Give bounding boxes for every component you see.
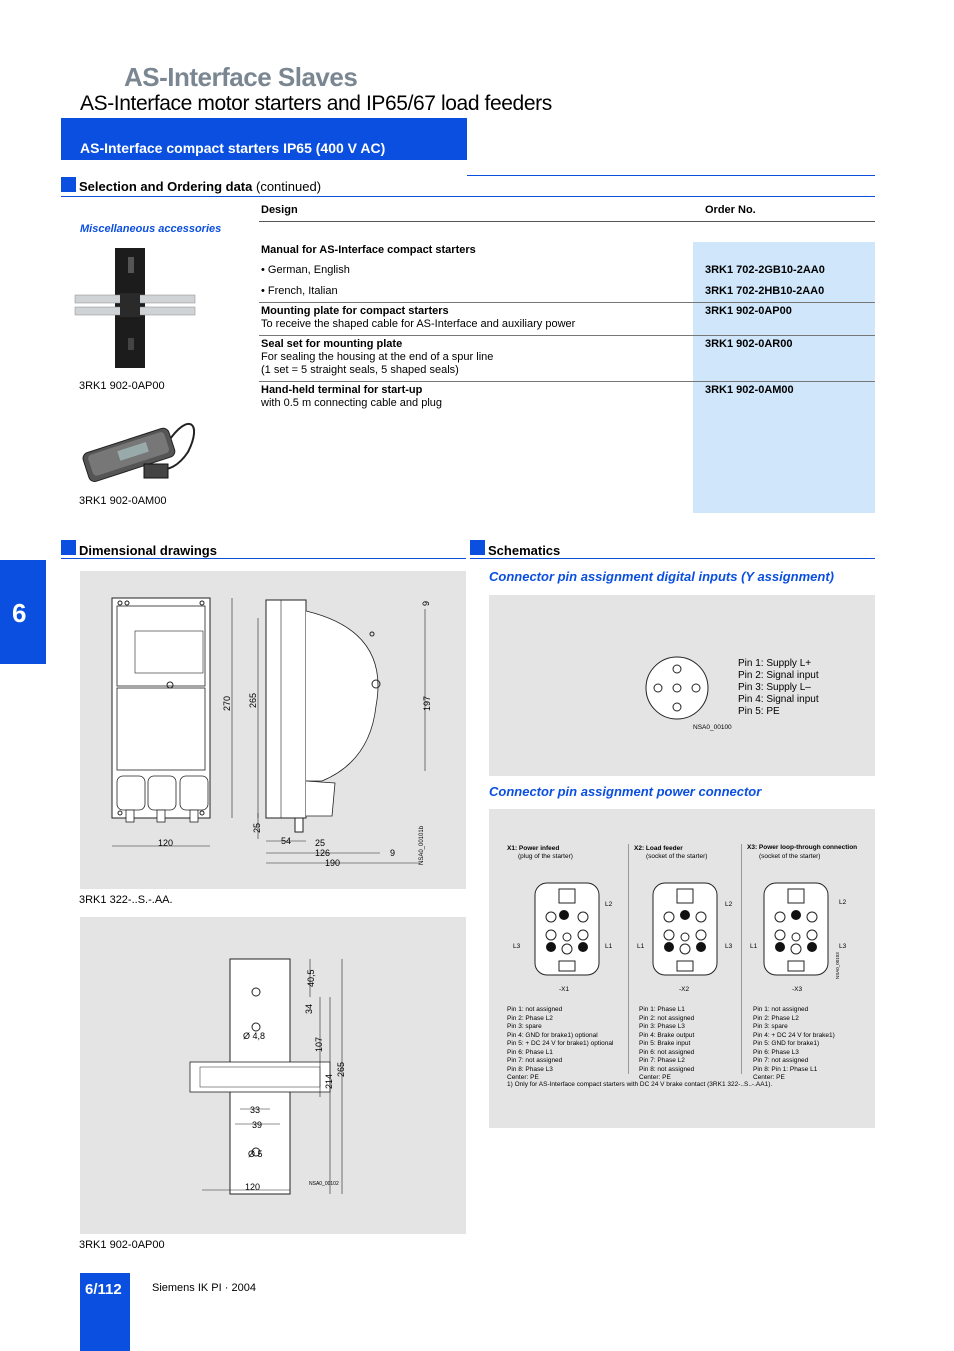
chapter-number: 6 [12, 598, 27, 628]
phase-label: L3 [725, 943, 733, 950]
dim-label: 265 [248, 692, 258, 708]
pin-item: Pin 1: not assigned [753, 1006, 809, 1013]
connector-head: X1: Power infeed [507, 845, 560, 852]
dimensional-panel-1 [80, 571, 466, 889]
dim-label: 270 [222, 695, 232, 711]
image-caption: 3RK1 902-0AP00 [79, 380, 165, 392]
order-number[interactable]: 3RK1 902-0AM00 [705, 384, 794, 396]
page-title: AS-Interface Slaves [124, 62, 358, 92]
selection-title-suffix: (continued) [256, 179, 322, 194]
banner-text: AS-Interface compact starters IP65 (400 V AC) [80, 140, 386, 156]
schematic-subtitle: Connector pin assignment digital inputs (Y assignment) [489, 569, 835, 584]
header-rule [259, 221, 875, 222]
handheld-terminal-image [78, 412, 203, 487]
pin-item: Pin 8: Pin 1: Phase L1 [753, 1065, 818, 1073]
section-marker [61, 177, 76, 192]
row-title: • German, English [261, 264, 350, 276]
phase-label: L2 [839, 899, 847, 906]
dim-label: 9 [421, 600, 431, 606]
dim-label: 120 [245, 1182, 261, 1192]
section-title-dimensional: Dimensional drawings [79, 543, 217, 558]
connector-head: X2: Load feeder [634, 845, 683, 852]
dim-label: 33 [250, 1105, 261, 1115]
banner-rule [467, 175, 875, 176]
page-subtitle: AS-Interface motor starters and IP65/67 load feeders [80, 92, 552, 115]
connector-pin-list [639, 1006, 739, 1083]
section-title-selection [79, 179, 321, 194]
pin-item: Pin 8: not assigned [639, 1065, 695, 1073]
dim-label: 265 [336, 1061, 346, 1077]
pin-list [738, 658, 819, 718]
pin-item: Pin 5: Brake input [639, 1040, 691, 1047]
selection-title: Selection and Ordering data [79, 179, 253, 194]
drawing-caption: 3RK1 322-..S.-.AA. [79, 894, 173, 906]
phase-label: L2 [725, 901, 733, 908]
pin-item: Pin 1: not assigned [507, 1006, 563, 1013]
pin-item: Pin 3: spare [753, 1023, 788, 1030]
connector-pin-list [507, 1006, 627, 1083]
dim-label: 197 [422, 695, 432, 711]
order-column [693, 242, 875, 513]
col-design: Design [261, 204, 298, 216]
dim-label: 40,5 [306, 969, 316, 987]
pin-item: Center: PE [753, 1074, 785, 1081]
publisher: Siemens IK PI · 2004 [152, 1282, 256, 1294]
dim-label: 126 [315, 848, 331, 858]
pin-item: Pin 2: Signal input [738, 670, 819, 681]
schematic-subtitle: Connector pin assignment power connector [489, 784, 762, 799]
dim-label: 54 [281, 836, 292, 846]
connector-8pin-icon [651, 881, 719, 977]
pin-item: Pin 5: PE [738, 706, 780, 717]
section-rule [61, 558, 466, 559]
section-marker [61, 540, 76, 555]
page-number-tab [80, 1273, 130, 1351]
schematic-panel-2 [489, 809, 875, 1128]
dim-label: 214 [324, 1073, 334, 1089]
banner [61, 118, 467, 160]
phase-label: L3 [839, 943, 847, 950]
footnote: 1) Only for AS-Interface compact starters with DC 24 V brake contact (3RK1 322-..S..-.AA1). [507, 1081, 773, 1088]
connector-head: X3: Power loop-through connection [747, 844, 858, 851]
col-divider [628, 844, 629, 1074]
pin-item: Pin 2: not assigned [639, 1014, 695, 1022]
connector-label: -X3 [792, 986, 803, 993]
row-sub: with 0.5 m connecting cable and plug [261, 397, 443, 409]
row-title: Manual for AS-Interface compact starters [261, 244, 476, 256]
row-title: Mounting plate for compact starters [261, 305, 449, 317]
drawing-code: NSA0_00103 [835, 952, 840, 979]
pin-item: Pin 7: not assigned [753, 1057, 809, 1064]
dim-label: 25 [252, 822, 262, 833]
pin-item: Pin 7: Phase L2 [639, 1057, 685, 1064]
dim-label: 39 [252, 1120, 263, 1130]
chapter-tab[interactable] [0, 560, 46, 664]
pin-item: Pin 5: + DC 24 V for brake1) optional [507, 1040, 614, 1047]
drawing-code: NSA0_00102 [309, 1181, 339, 1187]
pin-item: Pin 8: Phase L3 [507, 1065, 553, 1073]
row-sub: To receive the shaped cable for AS-Interface and auxiliary power [261, 318, 576, 330]
drawing-caption: 3RK1 902-0AP00 [79, 1239, 165, 1251]
dim-label: 25 [315, 838, 326, 848]
pin-item: Pin 3: spare [507, 1023, 542, 1030]
row-sub: For sealing the housing at the end of a spur line [261, 351, 494, 363]
row-divider [259, 381, 875, 382]
dimensional-drawing-2 [80, 917, 466, 1234]
row-title: • French, Italian [261, 285, 338, 297]
pin-item: Pin 6: Phase L3 [753, 1048, 799, 1056]
row-sub: (1 set = 5 straight seals, 5 shaped seals) [261, 364, 459, 376]
connector-pin-list [753, 1006, 871, 1083]
dim-label: 9 [390, 848, 396, 858]
row-title: Seal set for mounting plate [261, 338, 403, 350]
dimensional-panel-2 [80, 917, 466, 1234]
dim-label: 120 [158, 838, 174, 848]
phase-label: L1 [637, 943, 645, 950]
dim-label: 34 [304, 1003, 314, 1014]
pin-item: Center: PE [507, 1074, 539, 1081]
drawing-code: NSA0_00100 [693, 724, 732, 731]
order-number[interactable]: 3RK1 902-0AP00 [705, 305, 792, 317]
col-order: Order No. [705, 204, 756, 216]
phase-label: L1 [750, 943, 758, 950]
dim-label: 107 [314, 1036, 324, 1052]
pin-item: Pin 5: GND for brake1) [753, 1040, 820, 1047]
pin-item: Pin 1: Supply L+ [738, 658, 812, 669]
connector-sub: (socket of the starter) [646, 853, 708, 860]
phase-label: L2 [605, 901, 613, 908]
section-marker [470, 540, 485, 555]
dim-label: Ø 4,8 [243, 1031, 266, 1041]
mounting-plate-image [70, 243, 200, 373]
connector-sub: (plug of the starter) [518, 853, 573, 860]
dim-label: Ø 5 [248, 1149, 263, 1159]
drawing-code: NSA0_00101b [419, 825, 425, 865]
section-title-schematics: Schematics [488, 543, 561, 558]
section-rule [61, 196, 875, 197]
pin-item: Pin 7: not assigned [507, 1057, 563, 1064]
connector-sub: (socket of the starter) [759, 853, 821, 860]
pin-item: Center: PE [639, 1074, 671, 1081]
order-number[interactable]: 3RK1 702-2HB10-2AA0 [705, 285, 825, 297]
col-divider [741, 844, 742, 1074]
connector-8pin-icon [533, 881, 601, 977]
connector-label: -X2 [679, 986, 690, 993]
pin-item: Pin 3: Phase L3 [639, 1023, 685, 1030]
schematic-panel-1 [489, 595, 875, 776]
category-label: Miscellaneous accessories [80, 223, 222, 235]
image-caption: 3RK1 902-0AM00 [79, 495, 167, 507]
pin-item: Pin 4: + DC 24 V for brake1) [753, 1031, 835, 1039]
phase-label: L1 [605, 943, 613, 950]
pin-item: Pin 2: Phase L2 [753, 1014, 799, 1022]
pin-item: Pin 1: Phase L1 [639, 1006, 685, 1013]
section-rule [470, 558, 875, 559]
phase-label: L3 [513, 943, 521, 950]
pin-item: Pin 2: Phase L2 [507, 1014, 553, 1022]
pin-item: Pin 3: Supply L– [738, 682, 811, 693]
row-title: Hand-held terminal for start-up [261, 384, 423, 396]
order-number[interactable]: 3RK1 902-0AR00 [705, 338, 793, 350]
pin-item: Pin 6: not assigned [639, 1048, 695, 1056]
pin-item: Pin 4: Signal input [738, 694, 819, 705]
dimensional-drawing-1 [80, 571, 466, 889]
pin-item: Pin 4: GND for brake1) optional [507, 1031, 598, 1039]
order-number[interactable]: 3RK1 702-2GB10-2AA0 [705, 264, 825, 276]
connector-8pin-icon [762, 881, 830, 977]
pin-item: Pin 4: Brake output [639, 1031, 695, 1039]
pin-item: Pin 6: Phase L1 [507, 1048, 553, 1056]
row-divider [259, 335, 875, 336]
connector-5pin-icon [644, 655, 710, 721]
row-divider [259, 302, 875, 303]
connector-label: -X1 [559, 986, 570, 993]
dim-label: 190 [325, 858, 341, 868]
page-number: 6/112 [85, 1281, 122, 1298]
